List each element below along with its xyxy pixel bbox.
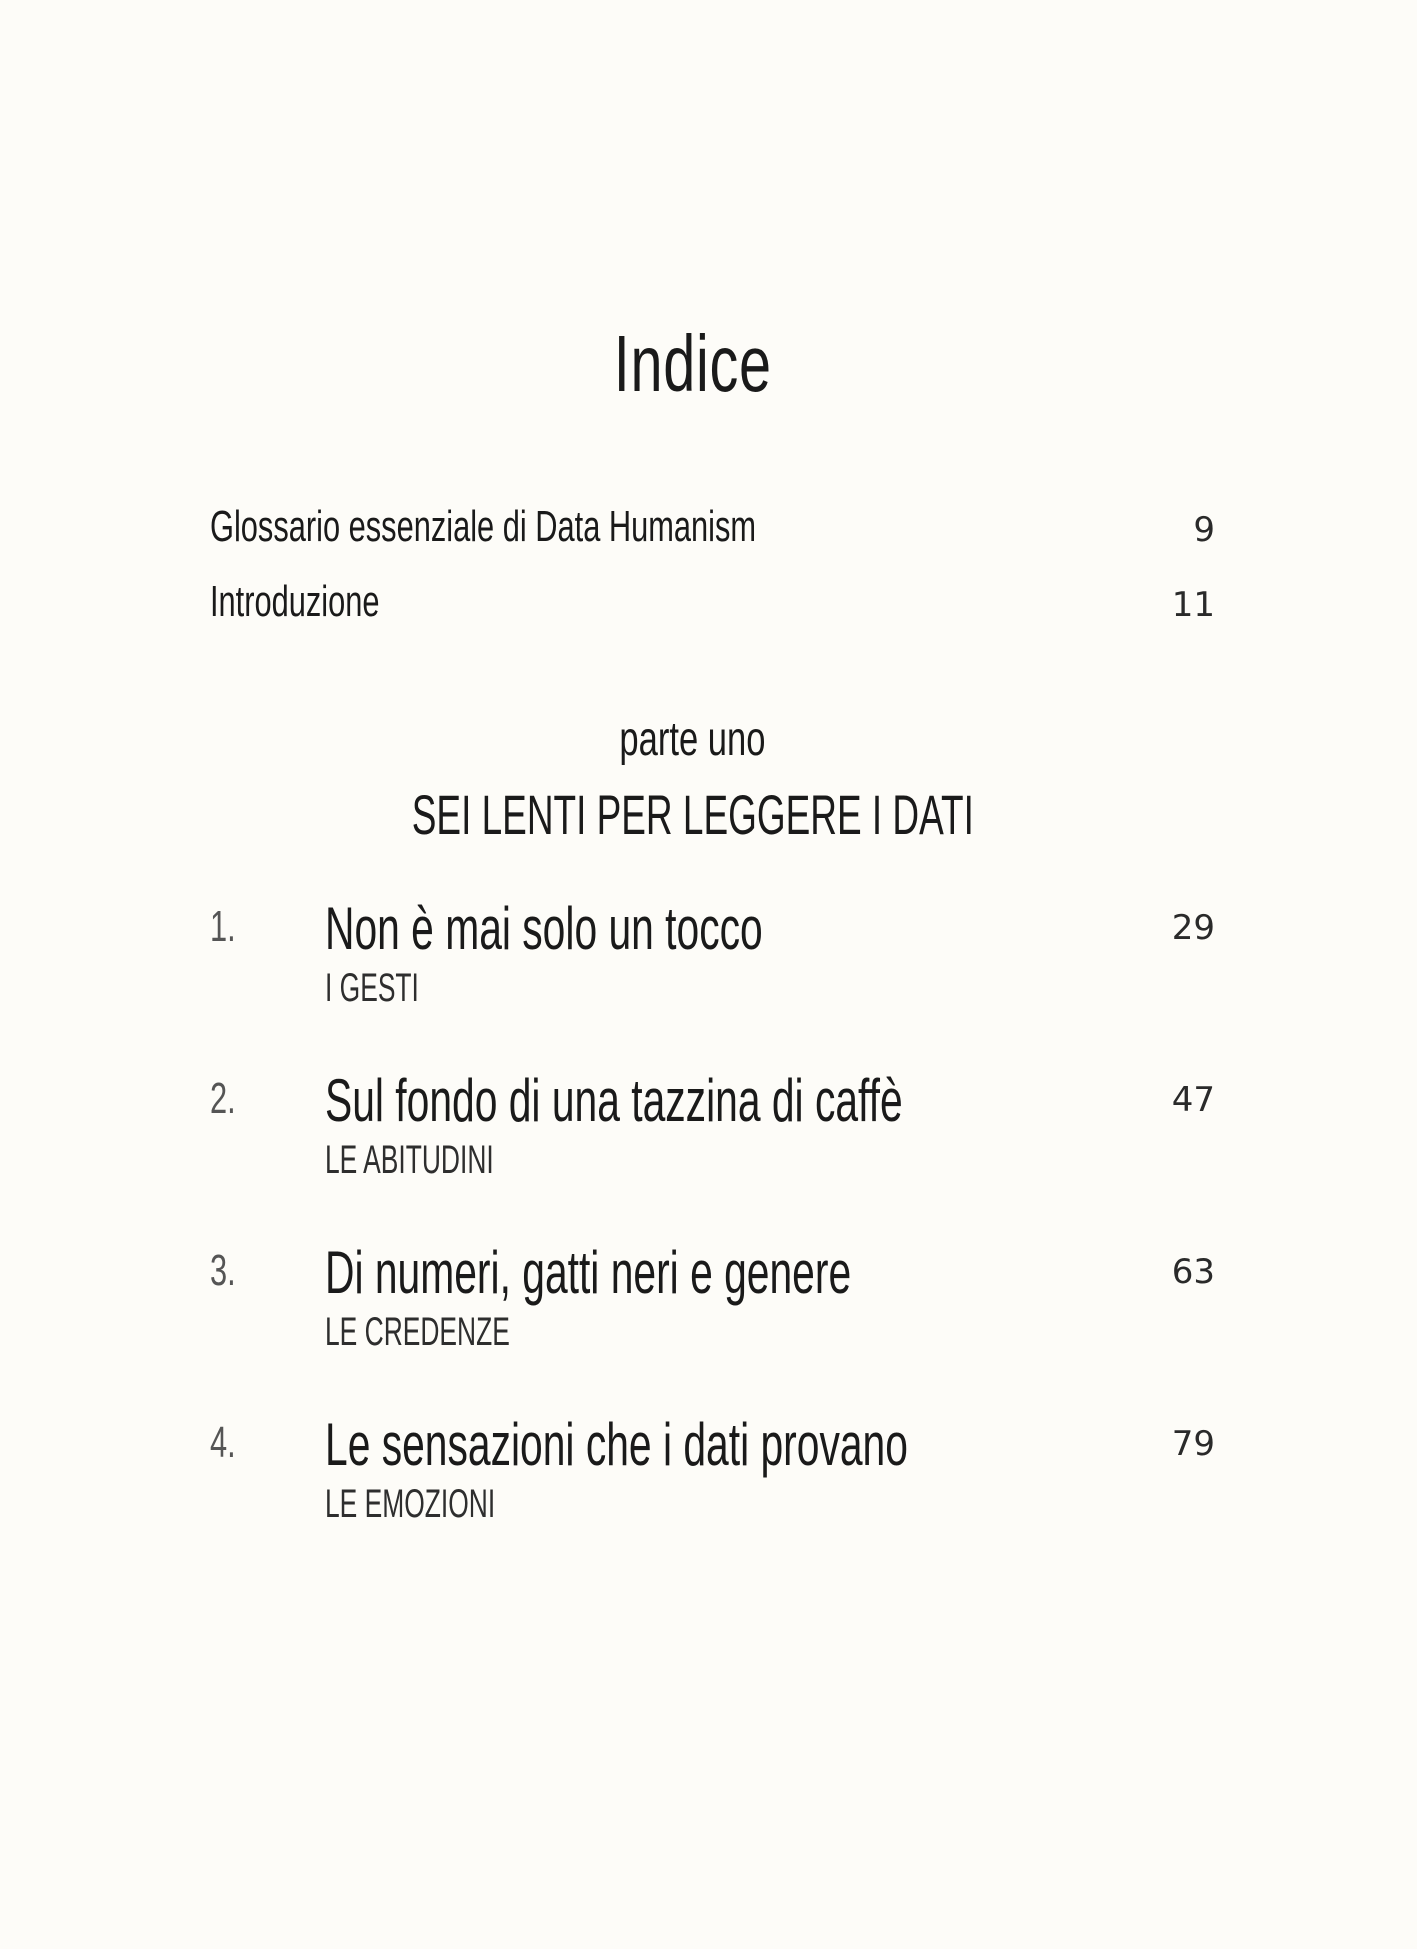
chapter-number: 1. (210, 902, 236, 951)
page-title-text: Indice (613, 319, 772, 408)
page-title (0, 318, 1385, 410)
chapter-subtitle: LE CREDENZE (325, 1310, 510, 1354)
toc-entry-label: Introduzione (210, 577, 380, 626)
part-label (0, 712, 1385, 767)
toc-entry-page: 9 (1193, 510, 1215, 550)
chapter-page: 63 (1171, 1252, 1215, 1292)
chapter-number: 4. (210, 1418, 236, 1467)
chapter-number: 3. (210, 1246, 236, 1295)
toc-entry-label: Glossario essenziale di Data Humanism (210, 502, 757, 551)
chapter-subtitle: LE ABITUDINI (325, 1138, 494, 1182)
chapter-entry-4[interactable] (210, 1410, 1215, 1540)
chapter-page: 29 (1171, 908, 1215, 948)
chapter-page: 47 (1171, 1080, 1215, 1120)
part-title-text: SEI LENTI PER LEGGERE I DATI (411, 783, 974, 846)
chapter-title: Le sensazioni che i dati provano (325, 1411, 908, 1478)
part-label-text: parte uno (619, 713, 766, 766)
chapter-page: 79 (1171, 1424, 1215, 1464)
toc-entry-glossary[interactable] (210, 502, 1215, 562)
chapter-subtitle: LE EMOZIONI (325, 1482, 496, 1526)
part-title (0, 782, 1385, 847)
chapter-entry-3[interactable] (210, 1238, 1215, 1368)
toc-entry-page: 11 (1171, 585, 1215, 625)
chapter-title: Non è mai solo un tocco (325, 895, 763, 962)
chapter-subtitle: I GESTI (325, 966, 419, 1010)
toc-entry-introduction[interactable] (210, 577, 1215, 637)
chapter-title: Di numeri, gatti neri e genere (325, 1239, 852, 1306)
chapter-entry-1[interactable] (210, 894, 1215, 1024)
chapter-entry-2[interactable] (210, 1066, 1215, 1196)
chapter-title: Sul fondo di una tazzina di caffè (325, 1067, 903, 1134)
chapter-number: 2. (210, 1074, 236, 1123)
